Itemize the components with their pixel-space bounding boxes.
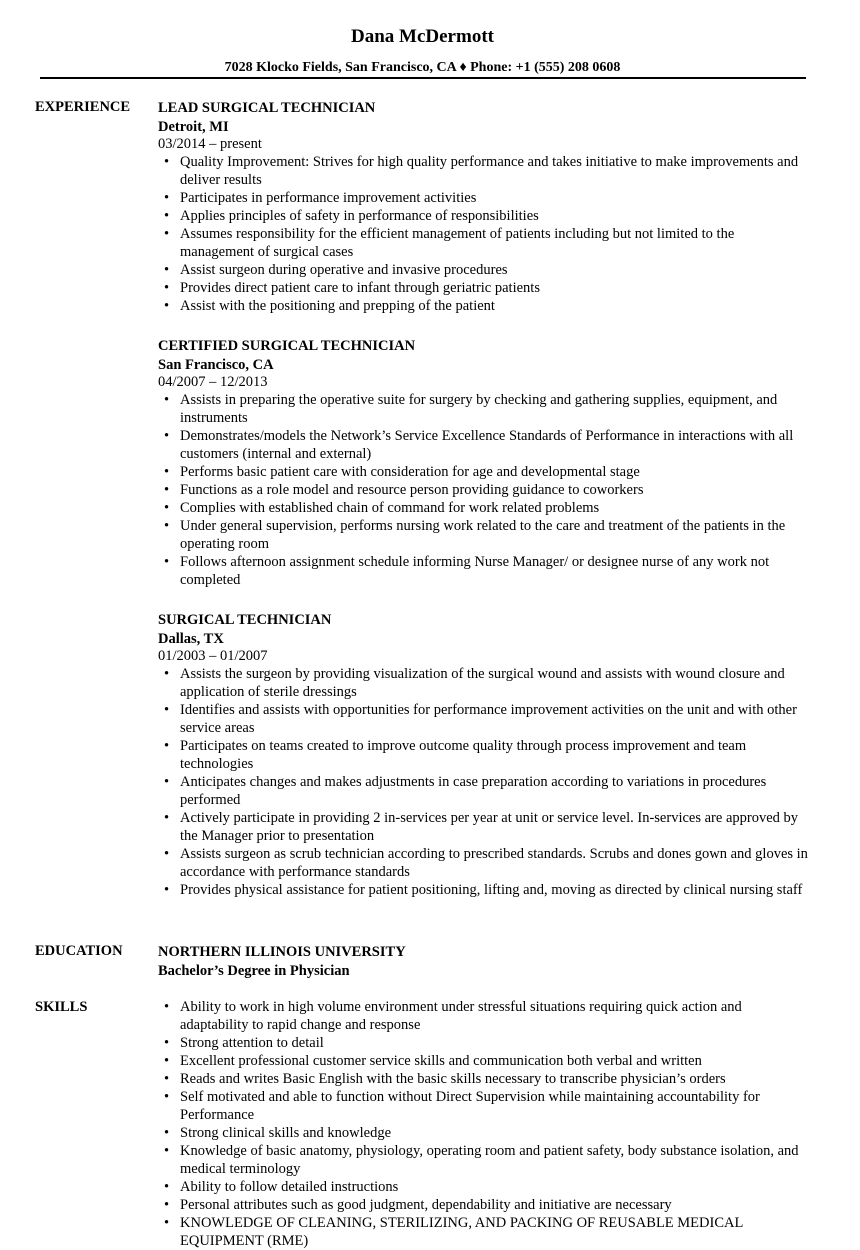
list-item: • Provides physical assistance for patient positioning, lifting and, moving as directed by clinical nursing staff xyxy=(180,881,808,899)
candidate-name: Dana McDermott xyxy=(351,26,494,47)
list-item: • Quality Improvement: Strives for high quality performance and takes initiative to make improvements and deliver results xyxy=(180,153,808,189)
list-item: • Participates on teams created to improve outcome quality through process improvement and team technologies xyxy=(180,737,808,773)
job-duties xyxy=(158,391,808,589)
header-divider xyxy=(40,77,806,79)
list-item: • Excellent professional customer service skills and communication both verbal and written xyxy=(180,1052,808,1070)
job-dates: 03/2014 – present xyxy=(158,136,262,152)
skills-heading: SKILLS xyxy=(35,999,88,1015)
education-entry xyxy=(158,943,808,979)
list-item: • Follows afternoon assignment schedule informing Nurse Manager/ or designee nurse of any work not completed xyxy=(180,553,808,589)
list-item: • Ability to follow detailed instructions xyxy=(180,1178,808,1196)
list-item: • Strong attention to detail xyxy=(180,1034,808,1052)
list-item: • Demonstrates/models the Network’s Service Excellence Standards of Performance in interactions with all customers (internal and external) xyxy=(180,427,808,463)
job-location: Detroit, MI xyxy=(158,119,229,135)
job-entry xyxy=(158,99,808,315)
list-item: • Provides direct patient care to infant through geriatric patients xyxy=(180,279,808,297)
list-item: • Performs basic patient care with consideration for age and developmental stage xyxy=(180,463,808,481)
list-item: • Assists in preparing the operative suite for surgery by checking and gathering supplies, equipment, and instruments xyxy=(180,391,808,427)
job-title: SURGICAL TECHNICIAN xyxy=(158,612,332,628)
school-name: NORTHERN ILLINOIS UNIVERSITY xyxy=(158,944,406,960)
list-item: • Functions as a role model and resource person providing guidance to coworkers xyxy=(180,481,808,499)
list-item: • Ability to work in high volume environment under stressful situations requiring quick action and adaptability to rapid change and response xyxy=(180,998,808,1034)
list-item: • Participates in performance improvement activities xyxy=(180,189,808,207)
job-dates: 01/2003 – 01/2007 xyxy=(158,648,268,664)
job-duties xyxy=(158,665,808,899)
list-item: • Strong clinical skills and knowledge xyxy=(180,1124,808,1142)
list-item: • Assist surgeon during operative and invasive procedures xyxy=(180,261,808,279)
job-duties xyxy=(158,153,808,315)
job-location: San Francisco, CA xyxy=(158,357,274,373)
job-entry xyxy=(158,611,808,899)
list-item: • Assists surgeon as scrub technician according to prescribed standards. Scrubs and dones gown and gloves in accordance with performance standards xyxy=(180,845,808,881)
list-item: • Personal attributes such as good judgment, dependability and initiative are necessary xyxy=(180,1196,808,1214)
job-dates: 04/2007 – 12/2013 xyxy=(158,374,268,390)
job-title: CERTIFIED SURGICAL TECHNICIAN xyxy=(158,338,416,354)
list-item: • Anticipates changes and makes adjustments in case preparation according to variations in procedures performed xyxy=(180,773,808,809)
list-item: • Applies principles of safety in performance of responsibilities xyxy=(180,207,808,225)
list-item: • KNOWLEDGE OF CLEANING, STERILIZING, AND PACKING OF REUSABLE MEDICAL EQUIPMENT (RME) xyxy=(180,1214,808,1250)
job-entry xyxy=(158,337,808,589)
job-title: LEAD SURGICAL TECHNICIAN xyxy=(158,100,376,116)
skills-entry xyxy=(158,998,808,1250)
list-item: • Knowledge of basic anatomy, physiology, operating room and patient safety, body substance isolation, and medical terminology xyxy=(180,1142,808,1178)
contact-line: 7028 Klocko Fields, San Francisco, CA ♦ Phone: +1 (555) 208 0608 xyxy=(224,60,621,75)
list-item: • Identifies and assists with opportunities for performance improvement activities on the unit and with other service areas xyxy=(180,701,808,737)
list-item: • Assists the surgeon by providing visualization of the surgical wound and assists with wound closure and application of sterile dressings xyxy=(180,665,808,701)
degree: Bachelor’s Degree in Physician xyxy=(158,963,350,979)
list-item: • Complies with established chain of command for work related problems xyxy=(180,499,808,517)
list-item: • Assist with the positioning and prepping of the patient xyxy=(180,297,808,315)
job-location: Dallas, TX xyxy=(158,631,224,647)
education-heading: EDUCATION xyxy=(35,943,123,959)
list-item: • Assumes responsibility for the efficient management of patients including but not limited to the management of surgical cases xyxy=(180,225,808,261)
experience-heading: EXPERIENCE xyxy=(35,99,131,115)
list-item: • Actively participate in providing 2 in-services per year at unit or service level. In-services are approved by the Manager prior to presentation xyxy=(180,809,808,845)
list-item: • Under general supervision, performs nursing work related to the care and treatment of the patients in the operating room xyxy=(180,517,808,553)
list-item: • Reads and writes Basic English with the basic skills necessary to transcribe physician’s orders xyxy=(180,1070,808,1088)
skills-list xyxy=(158,998,808,1250)
list-item: • Self motivated and able to function without Direct Supervision while maintaining accountability for Performance xyxy=(180,1088,808,1124)
